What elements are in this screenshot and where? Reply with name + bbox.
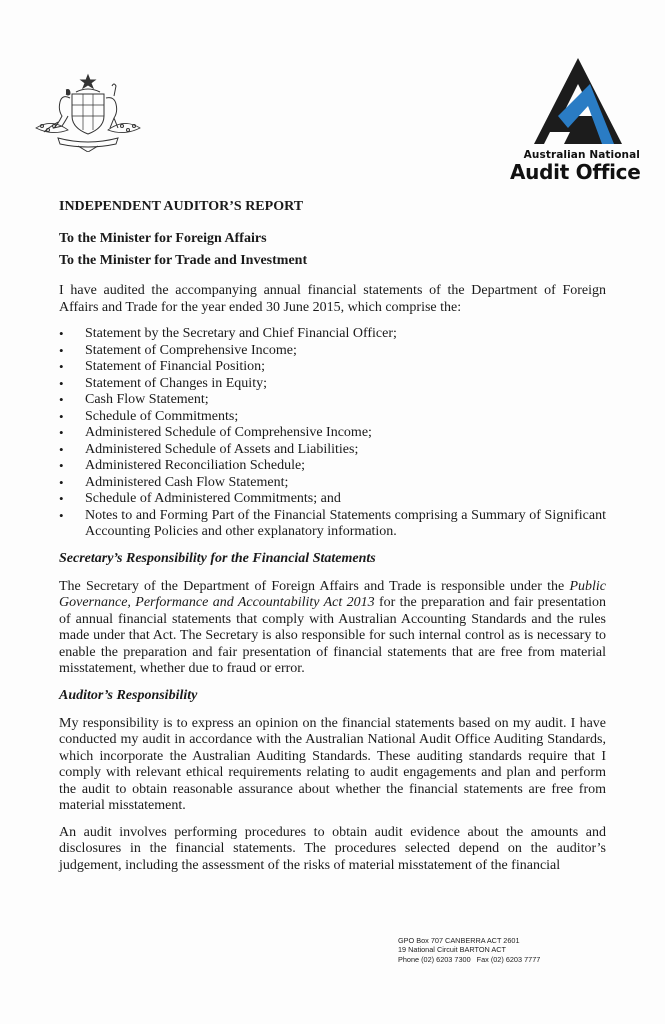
footer-po-box: GPO Box 707 CANBERRA ACT 2601	[398, 936, 520, 945]
intro-paragraph: I have audited the accompanying annual financial statements of the Department of Foreign Affairs and Trade for the year ended 30 June 2015, which comprise the:	[59, 283, 606, 315]
coat-of-arms-icon	[32, 72, 144, 152]
addressee-foreign-affairs: To the Minister for Foreign Affairs	[59, 231, 267, 246]
anao-logo-line1: Australian National	[523, 149, 640, 161]
auditor-responsibility-paragraph-2: An audit involves performing procedures to obtain audit evidence about the amounts and disclosures in the financial statements. The procedures selected depend on the auditor’s judgement, including the assessment of the risks of material misstatement of the financial	[59, 824, 606, 873]
list-item: • Administered Reconciliation Schedule;	[59, 458, 606, 475]
footer-street: 19 National Circuit BARTON ACT	[398, 945, 507, 955]
list-item: • Schedule of Commitments;	[59, 409, 606, 426]
list-item: • Administered Schedule of Comprehensive Income;	[59, 425, 606, 442]
list-item: • Statement by the Secretary and Chief Financial Officer;	[59, 326, 606, 343]
auditor-responsibility-heading: Auditor’s Responsibility	[59, 687, 198, 703]
report-body	[59, 199, 606, 884]
list-item: • Cash Flow Statement;	[59, 392, 606, 409]
list-item: • Administered Schedule of Assets and Liabilities;	[59, 442, 606, 459]
secretary-responsibility-paragraph	[59, 579, 606, 678]
act-title: Public Governance, Performance and Accountability Act 2013	[59, 578, 606, 610]
anao-logo	[510, 58, 640, 186]
list-item: • Schedule of Administered Commitments; and	[59, 491, 606, 508]
list-item: • Statement of Changes in Equity;	[59, 376, 606, 393]
secretary-para-part2: for the preparation and fair presentation of annual financial statements that comply with Australian Accounting Standards and the rules made under that Act. The Secretary is also responsible for such internal control as is necessary to enable the preparation and fair presentation of financial statements that are free from material misstatement, whether due to fraud or error.	[59, 595, 606, 676]
secretary-para-part1: The Secretary of the Department of Foreign Affairs and Trade is responsible under the	[59, 578, 570, 594]
list-item: • Statement of Comprehensive Income;	[59, 343, 606, 360]
addressee-trade: To the Minister for Trade and Investment	[59, 253, 308, 268]
footer-fax: Fax (02) 6203 7777	[476, 954, 541, 964]
anao-triangle-icon	[530, 58, 622, 144]
anao-logo-line2: Audit Office	[510, 160, 641, 184]
footer-address	[398, 936, 618, 964]
secretary-responsibility-heading: Secretary’s Responsibility for the Financial Statements	[59, 550, 376, 566]
list-item: • Statement of Financial Position;	[59, 359, 606, 376]
auditor-responsibility-paragraph-1: My responsibility is to express an opinion on the financial statements based on my audit. I have conducted my audit in accordance with the Australian National Audit Office Auditing Standards, which incorporate the Australian Auditing Standards. These auditing standards require that I comply with relevant ethical requirements relating to audit engagements and plan and perform the audit to obtain reasonable assurance about whether the financial statements are free from material misstatement.	[59, 715, 606, 813]
footer-phone: Phone (02) 6203 7300	[398, 954, 471, 964]
statement-list	[59, 326, 606, 541]
footer-contact	[398, 955, 618, 964]
list-item: • Administered Cash Flow Statement;	[59, 475, 606, 492]
report-title: INDEPENDENT AUDITOR’S REPORT	[59, 199, 304, 214]
list-item: • Notes to and Forming Part of the Financial Statements comprising a Summary of Significant Accounting Policies and other explanatory information.	[59, 508, 606, 541]
